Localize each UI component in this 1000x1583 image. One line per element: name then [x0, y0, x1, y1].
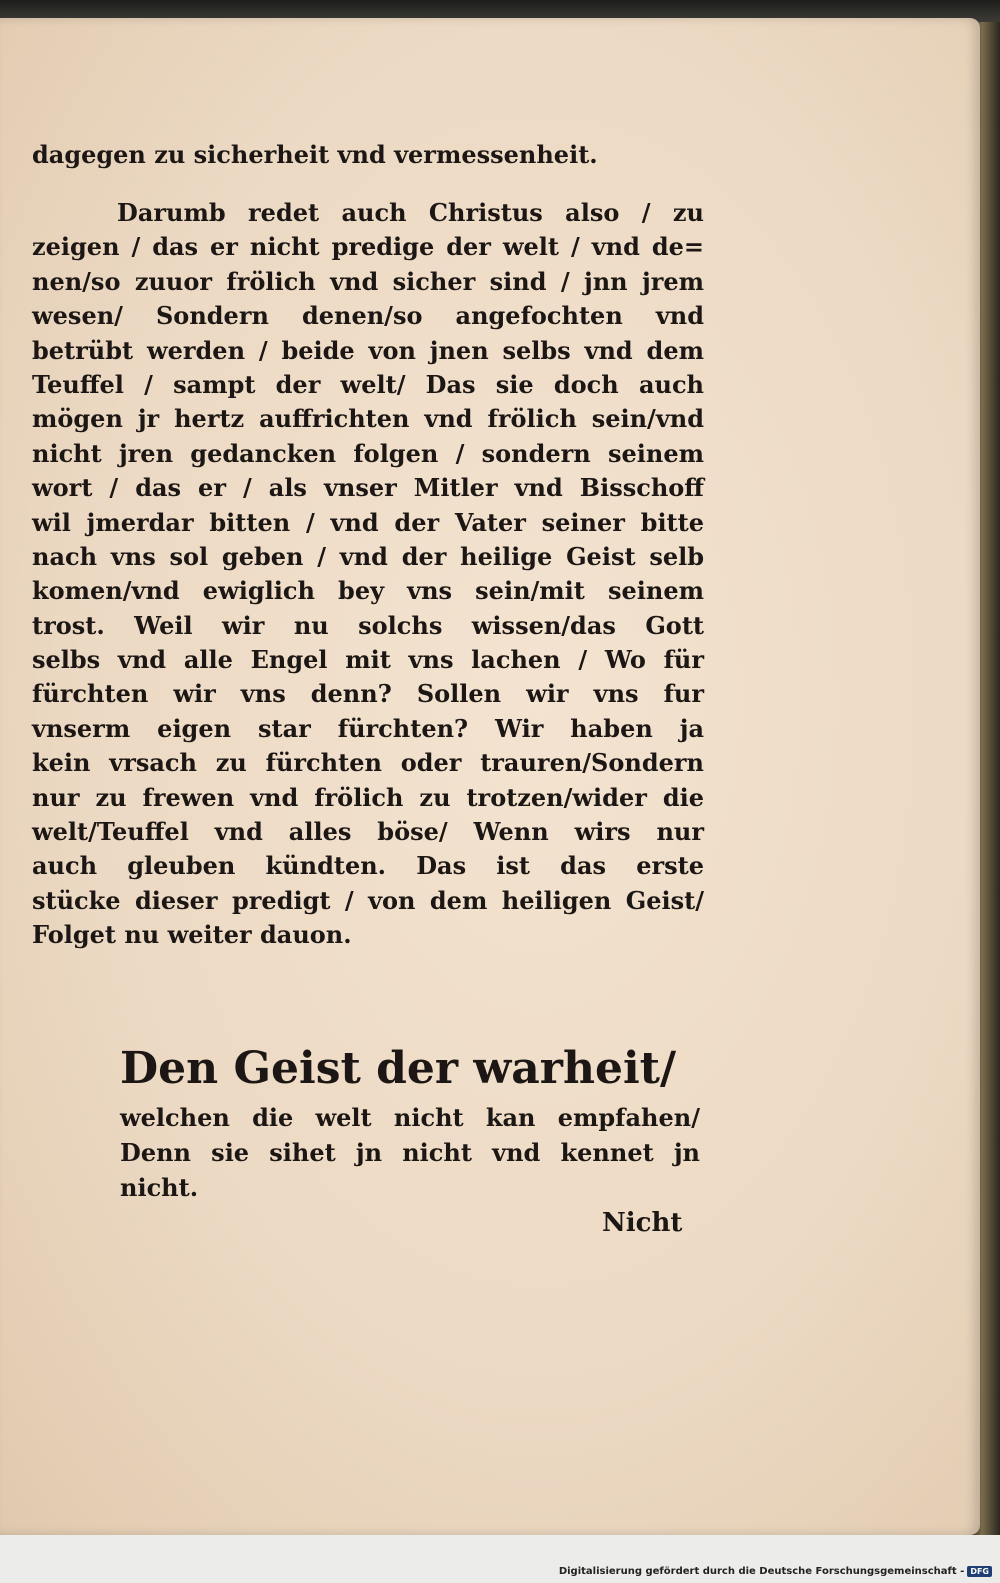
dfg-logo-icon: DFG	[967, 1566, 992, 1577]
text-line: zeigen / das er nicht predige der welt / vnd de=	[32, 232, 704, 262]
body-text	[32, 138, 704, 953]
heading-sub-line: welchen die welt nicht kan empfahen/	[120, 1103, 700, 1132]
text-line: wort / das er / als vnser Mitler vnd Bisschoff	[32, 473, 704, 503]
text-line: nur zu frewen vnd frölich zu trotzen/wider die	[32, 782, 704, 812]
text-line: fürchten wir vns denn? Sollen wir vns fur	[32, 679, 704, 709]
digitization-credit	[559, 1566, 992, 1577]
text-line: kein vrsach zu fürchten oder trauren/Sondern	[32, 748, 704, 778]
text-line: welt/Teuffel vnd alles böse/ Wenn wirs nur	[32, 817, 704, 847]
text-line: trost. Weil wir nu solchs wissen/das Gott	[32, 610, 704, 640]
text-line: wesen/ Sondern denen/so angefochten vnd	[32, 301, 704, 331]
heading-sub-line: Denn sie sihet jn nicht vnd kennet jn	[120, 1138, 700, 1167]
text-line: selbs vnd alle Engel mit vns lachen / Wo für	[32, 645, 704, 675]
catchword: Nicht	[602, 1208, 683, 1238]
text-line: mögen jr hertz auffrichten vnd frölich sein/vnd	[32, 404, 704, 434]
text-line: nicht jren gedancken folgen / sondern seinem	[32, 438, 704, 468]
scan-footer-bar	[0, 1535, 1000, 1583]
text-line: wil jmerdar bitten / vnd der Vater seiner bitte	[32, 507, 704, 537]
text-line: auch gleuben kündten. Das ist das erste	[32, 851, 704, 881]
text-line: nach vns sol geben / vnd der heilige Geist selb	[32, 541, 704, 571]
text-line: dagegen zu sicherheit vnd vermessenheit.	[32, 140, 598, 169]
text-line: nen/so zuuor frölich vnd sicher sind / jnn jrem	[32, 266, 704, 296]
text-line: Darumb redet auch Christus also / zu	[117, 198, 704, 227]
heading-sub-line: nicht.	[120, 1173, 199, 1202]
text-line: betrübt werden / beide von jnen selbs vnd dem	[32, 335, 704, 365]
section-heading-block	[120, 1038, 700, 1205]
text-line: komen/vnd ewiglich bey vns sein/mit seinem	[32, 576, 704, 606]
text-line: Folget nu weiter dauon.	[32, 920, 352, 950]
text-line: stücke dieser predigt / von dem heiligen Geist/	[32, 885, 704, 915]
section-heading: Den Geist der warheit/	[120, 1043, 677, 1094]
text-line: vnserm eigen star fürchten? Wir haben ja	[32, 713, 704, 743]
credit-text: Digitalisierung gefördert durch die Deutsche Forschungsgemeinschaft -	[558, 1566, 965, 1577]
text-line: Teuffel / sampt der welt/ Das sie doch auch	[32, 369, 704, 399]
